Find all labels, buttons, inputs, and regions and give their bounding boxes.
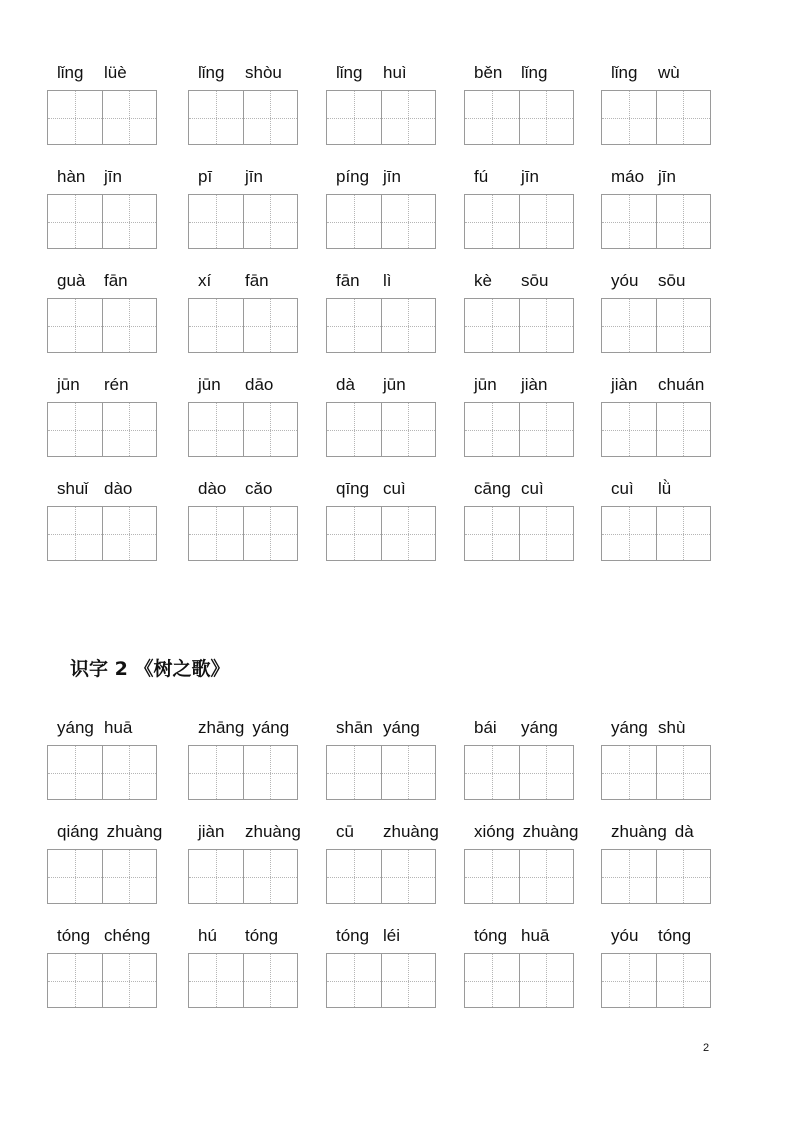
pinyin-syllable: hàn [57, 167, 86, 186]
tianzige-cell [465, 195, 519, 248]
tianzige-cell [102, 403, 157, 456]
pinyin-syllable: jīn [245, 167, 263, 186]
tianzige-cell [519, 507, 574, 560]
page-number: 2 [703, 1042, 710, 1054]
writing-grid [188, 506, 298, 561]
section-title: 识字 2 《树之歌》 [70, 658, 230, 680]
pinyin-syllable: jīn [521, 167, 539, 186]
tianzige-cell [602, 850, 656, 903]
tianzige-cell [327, 299, 381, 352]
pinyin-syllable: lüè [104, 63, 127, 82]
tianzige-cell [519, 91, 574, 144]
tianzige-cell [327, 746, 381, 799]
pinyin-syllable: sōu [658, 271, 686, 290]
pinyin-syllable: cuì [383, 479, 406, 498]
pinyin-label [47, 819, 163, 845]
pinyin-syllable: jūn [198, 375, 221, 394]
word-item [464, 268, 577, 368]
pinyin-syllable: xióng [474, 822, 515, 841]
pinyin-syllable: jūn [383, 375, 406, 394]
pinyin-label [464, 819, 577, 845]
pinyin-syllable: cuì [521, 479, 544, 498]
writing-grid [326, 506, 436, 561]
writing-grid [601, 849, 711, 904]
tianzige-cell [381, 403, 436, 456]
tianzige-cell [381, 91, 436, 144]
tianzige-cell [189, 91, 243, 144]
tianzige-cell [243, 299, 298, 352]
tianzige-cell [243, 954, 298, 1007]
tianzige-cell [327, 91, 381, 144]
pinyin-label [464, 476, 577, 502]
writing-grid [464, 194, 574, 249]
tianzige-cell [243, 746, 298, 799]
tianzige-cell [189, 195, 243, 248]
pinyin-label [464, 268, 577, 294]
tianzige-cell [519, 850, 574, 903]
pinyin-syllable: dào [198, 479, 227, 498]
pinyin-syllable: qīng [336, 479, 370, 498]
tianzige-cell [519, 954, 574, 1007]
pinyin-label [326, 715, 439, 741]
pinyin-label [601, 819, 714, 845]
pinyin-syllable: fú [474, 167, 489, 186]
pinyin-label [326, 476, 439, 502]
pinyin-label [188, 476, 301, 502]
word-item [601, 715, 714, 815]
writing-grid [326, 849, 436, 904]
tianzige-cell [189, 746, 243, 799]
tianzige-cell [602, 299, 656, 352]
writing-grid [326, 402, 436, 457]
tianzige-cell [243, 91, 298, 144]
pinyin-syllable: shuǐ [57, 479, 89, 498]
tianzige-cell [327, 507, 381, 560]
writing-grid [464, 90, 574, 145]
tianzige-cell [102, 507, 157, 560]
pinyin-syllable: wù [658, 63, 680, 82]
tianzige-cell [602, 403, 656, 456]
word-item [464, 60, 577, 160]
tianzige-cell [48, 954, 102, 1007]
word-item [464, 923, 577, 1023]
pinyin-syllable: qiáng [57, 822, 99, 841]
pinyin-syllable: lì [383, 271, 392, 290]
tianzige-cell [48, 195, 102, 248]
writing-grid [464, 849, 574, 904]
pinyin-label [326, 923, 439, 949]
pinyin-label [47, 476, 160, 502]
pinyin-label [464, 164, 577, 190]
tianzige-cell [243, 507, 298, 560]
pinyin-syllable: zhuàng [611, 822, 667, 841]
word-item [601, 372, 714, 472]
tianzige-cell [465, 954, 519, 1007]
tianzige-cell [48, 403, 102, 456]
pinyin-syllable: jūn [474, 375, 497, 394]
pinyin-label [188, 60, 301, 86]
pinyin-syllable: dāo [245, 375, 274, 394]
word-item [601, 60, 714, 160]
pinyin-syllable: kè [474, 271, 492, 290]
pinyin-syllable: zhuàng [522, 822, 579, 841]
writing-grid [464, 402, 574, 457]
word-item [326, 372, 439, 472]
writing-grid [464, 953, 574, 1008]
pinyin-syllable: zhuàng [383, 822, 439, 841]
tianzige-cell [656, 91, 711, 144]
writing-grid [47, 745, 157, 800]
word-item [188, 923, 301, 1023]
pinyin-syllable: fān [245, 271, 269, 290]
pinyin-label [464, 715, 577, 741]
tianzige-cell [327, 403, 381, 456]
pinyin-syllable: cū [336, 822, 354, 841]
word-item [188, 268, 301, 368]
word-item [326, 923, 439, 1023]
word-item [601, 268, 714, 368]
word-item [188, 819, 301, 919]
pinyin-syllable: yáng [521, 718, 558, 737]
tianzige-cell [102, 91, 157, 144]
pinyin-label [326, 372, 439, 398]
word-item [47, 164, 160, 264]
pinyin-label [188, 164, 301, 190]
pinyin-syllable: rén [104, 375, 129, 394]
writing-grid [47, 953, 157, 1008]
pinyin-syllable: zhuàng [106, 822, 163, 841]
pinyin-syllable: pī [198, 167, 213, 186]
pinyin-syllable: yáng [383, 718, 420, 737]
pinyin-syllable: chuán [658, 375, 705, 394]
writing-grid [47, 506, 157, 561]
pinyin-syllable: jiàn [611, 375, 638, 394]
word-item [326, 819, 439, 919]
pinyin-syllable: shòu [245, 63, 282, 82]
writing-grid [601, 90, 711, 145]
word-item [601, 476, 714, 576]
pinyin-syllable: lǜ [658, 479, 672, 498]
pinyin-syllable: zhuàng [245, 822, 301, 841]
pinyin-label [326, 268, 439, 294]
word-item [601, 164, 714, 264]
pinyin-label [188, 819, 301, 845]
writing-grid [464, 298, 574, 353]
writing-grid [464, 506, 574, 561]
tianzige-cell [602, 507, 656, 560]
word-item [326, 60, 439, 160]
pinyin-syllable: shān [336, 718, 373, 737]
writing-grid [326, 953, 436, 1008]
word-item [188, 164, 301, 264]
word-item [188, 372, 301, 472]
tianzige-cell [519, 299, 574, 352]
tianzige-cell [656, 299, 711, 352]
writing-grid [464, 745, 574, 800]
pinyin-syllable: jīn [658, 167, 676, 186]
word-item [47, 715, 160, 815]
pinyin-syllable: zhāng [198, 718, 245, 737]
pinyin-syllable: lǐng [57, 63, 84, 82]
writing-grid [47, 402, 157, 457]
word-item [47, 923, 160, 1023]
tianzige-cell [189, 954, 243, 1007]
pinyin-label [601, 923, 714, 949]
tianzige-cell [381, 195, 436, 248]
exercise-row [0, 372, 793, 472]
pinyin-syllable: tóng [658, 926, 692, 945]
writing-grid [601, 194, 711, 249]
pinyin-syllable: hú [198, 926, 217, 945]
word-item [464, 164, 577, 264]
pinyin-syllable: huā [521, 926, 550, 945]
tianzige-cell [102, 195, 157, 248]
word-item [47, 372, 160, 472]
pinyin-syllable: jiàn [198, 822, 225, 841]
word-item [464, 476, 577, 576]
pinyin-label [188, 715, 301, 741]
pinyin-syllable: xí [198, 271, 212, 290]
tianzige-cell [327, 850, 381, 903]
tianzige-cell [327, 954, 381, 1007]
pinyin-syllable: bái [474, 718, 497, 737]
tianzige-cell [102, 299, 157, 352]
pinyin-syllable: dào [104, 479, 133, 498]
writing-grid [601, 506, 711, 561]
pinyin-syllable: tóng [245, 926, 279, 945]
pinyin-syllable: shù [658, 718, 686, 737]
writing-grid [326, 90, 436, 145]
exercise-row [0, 819, 793, 919]
tianzige-cell [102, 954, 157, 1007]
tianzige-cell [243, 403, 298, 456]
tianzige-cell [602, 195, 656, 248]
pinyin-label [188, 923, 301, 949]
tianzige-cell [656, 403, 711, 456]
word-item [47, 819, 163, 919]
pinyin-syllable: jiàn [521, 375, 548, 394]
tianzige-cell [465, 850, 519, 903]
tianzige-cell [465, 507, 519, 560]
word-item [47, 60, 160, 160]
pinyin-syllable: yóu [611, 926, 639, 945]
pinyin-syllable: guà [57, 271, 86, 290]
writing-grid [326, 745, 436, 800]
pinyin-label [47, 60, 160, 86]
word-item [464, 372, 577, 472]
pinyin-syllable: lǐng [521, 63, 548, 82]
word-item [464, 819, 577, 919]
exercise-row [0, 715, 793, 815]
tianzige-cell [48, 91, 102, 144]
word-item [326, 476, 439, 576]
writing-grid [47, 298, 157, 353]
tianzige-cell [48, 507, 102, 560]
tianzige-cell [189, 507, 243, 560]
pinyin-syllable: dà [336, 375, 355, 394]
writing-grid [188, 849, 298, 904]
exercise-row [0, 923, 793, 1023]
pinyin-syllable: běn [474, 63, 503, 82]
tianzige-cell [189, 299, 243, 352]
tianzige-cell [602, 954, 656, 1007]
tianzige-cell [102, 746, 157, 799]
pinyin-syllable: lǐng [198, 63, 225, 82]
word-item [464, 715, 577, 815]
pinyin-label [601, 372, 714, 398]
writing-grid [47, 849, 157, 904]
pinyin-label [188, 372, 301, 398]
writing-grid [188, 90, 298, 145]
pinyin-label [47, 164, 160, 190]
writing-grid [326, 298, 436, 353]
tianzige-cell [189, 850, 243, 903]
pinyin-syllable: huì [383, 63, 407, 82]
word-item [47, 268, 160, 368]
pinyin-syllable: tóng [57, 926, 91, 945]
pinyin-syllable: fān [336, 271, 360, 290]
pinyin-syllable: cǎo [245, 479, 273, 498]
word-item [188, 60, 301, 160]
tianzige-cell [381, 954, 436, 1007]
pinyin-label [601, 60, 714, 86]
pinyin-syllable: yáng [252, 718, 290, 737]
word-item [188, 715, 301, 815]
tianzige-cell [656, 507, 711, 560]
tianzige-cell [381, 507, 436, 560]
pinyin-syllable: fān [104, 271, 128, 290]
tianzige-cell [519, 403, 574, 456]
pinyin-label [47, 268, 160, 294]
pinyin-label [464, 60, 577, 86]
pinyin-label [47, 372, 160, 398]
pinyin-syllable: lǐng [336, 63, 363, 82]
tianzige-cell [243, 195, 298, 248]
pinyin-syllable: yáng [611, 718, 648, 737]
tianzige-cell [602, 746, 656, 799]
pinyin-syllable: tóng [474, 926, 508, 945]
writing-grid [188, 298, 298, 353]
pinyin-syllable: yóu [611, 271, 639, 290]
pinyin-label [601, 164, 714, 190]
pinyin-syllable: tóng [336, 926, 370, 945]
tianzige-cell [656, 850, 711, 903]
word-item [601, 819, 714, 919]
pinyin-syllable: jūn [57, 375, 80, 394]
pinyin-syllable: lǐng [611, 63, 638, 82]
tianzige-cell [519, 195, 574, 248]
tianzige-cell [243, 850, 298, 903]
exercise-row [0, 60, 793, 160]
pinyin-label [326, 819, 439, 845]
word-item [326, 268, 439, 368]
pinyin-syllable: yáng [57, 718, 94, 737]
exercise-row [0, 476, 793, 576]
pinyin-syllable: jīn [104, 167, 122, 186]
tianzige-cell [465, 403, 519, 456]
writing-grid [601, 298, 711, 353]
word-item [188, 476, 301, 576]
pinyin-syllable: píng [336, 167, 370, 186]
pinyin-label [188, 268, 301, 294]
tianzige-cell [465, 299, 519, 352]
word-item [47, 476, 160, 576]
writing-grid [188, 953, 298, 1008]
pinyin-label [601, 715, 714, 741]
tianzige-cell [48, 299, 102, 352]
pinyin-label [47, 923, 160, 949]
writing-grid [326, 194, 436, 249]
pinyin-label [601, 268, 714, 294]
pinyin-syllable: máo [611, 167, 645, 186]
pinyin-label [464, 923, 577, 949]
pinyin-label [47, 715, 160, 741]
word-item [326, 164, 439, 264]
writing-grid [47, 194, 157, 249]
writing-grid [601, 953, 711, 1008]
tianzige-cell [465, 91, 519, 144]
word-item [326, 715, 439, 815]
tianzige-cell [102, 850, 157, 903]
exercise-row [0, 164, 793, 264]
pinyin-syllable: chéng [104, 926, 151, 945]
pinyin-label [326, 60, 439, 86]
tianzige-cell [381, 746, 436, 799]
tianzige-cell [465, 746, 519, 799]
tianzige-cell [519, 746, 574, 799]
tianzige-cell [602, 91, 656, 144]
pinyin-syllable: cāng [474, 479, 511, 498]
tianzige-cell [189, 403, 243, 456]
pinyin-syllable: huā [104, 718, 133, 737]
pinyin-syllable: léi [383, 926, 401, 945]
tianzige-cell [48, 746, 102, 799]
tianzige-cell [48, 850, 102, 903]
tianzige-cell [656, 954, 711, 1007]
tianzige-cell [656, 746, 711, 799]
pinyin-syllable: cuì [611, 479, 634, 498]
writing-grid [47, 90, 157, 145]
pinyin-syllable: jīn [383, 167, 401, 186]
tianzige-cell [381, 850, 436, 903]
word-item [601, 923, 714, 1023]
writing-grid [601, 745, 711, 800]
pinyin-label [601, 476, 714, 502]
exercise-row [0, 268, 793, 368]
writing-grid [188, 745, 298, 800]
pinyin-label [326, 164, 439, 190]
writing-grid [601, 402, 711, 457]
writing-grid [188, 402, 298, 457]
pinyin-syllable: dà [674, 822, 694, 841]
writing-grid [188, 194, 298, 249]
pinyin-syllable: sōu [521, 271, 549, 290]
tianzige-cell [381, 299, 436, 352]
tianzige-cell [327, 195, 381, 248]
pinyin-label [464, 372, 577, 398]
tianzige-cell [656, 195, 711, 248]
